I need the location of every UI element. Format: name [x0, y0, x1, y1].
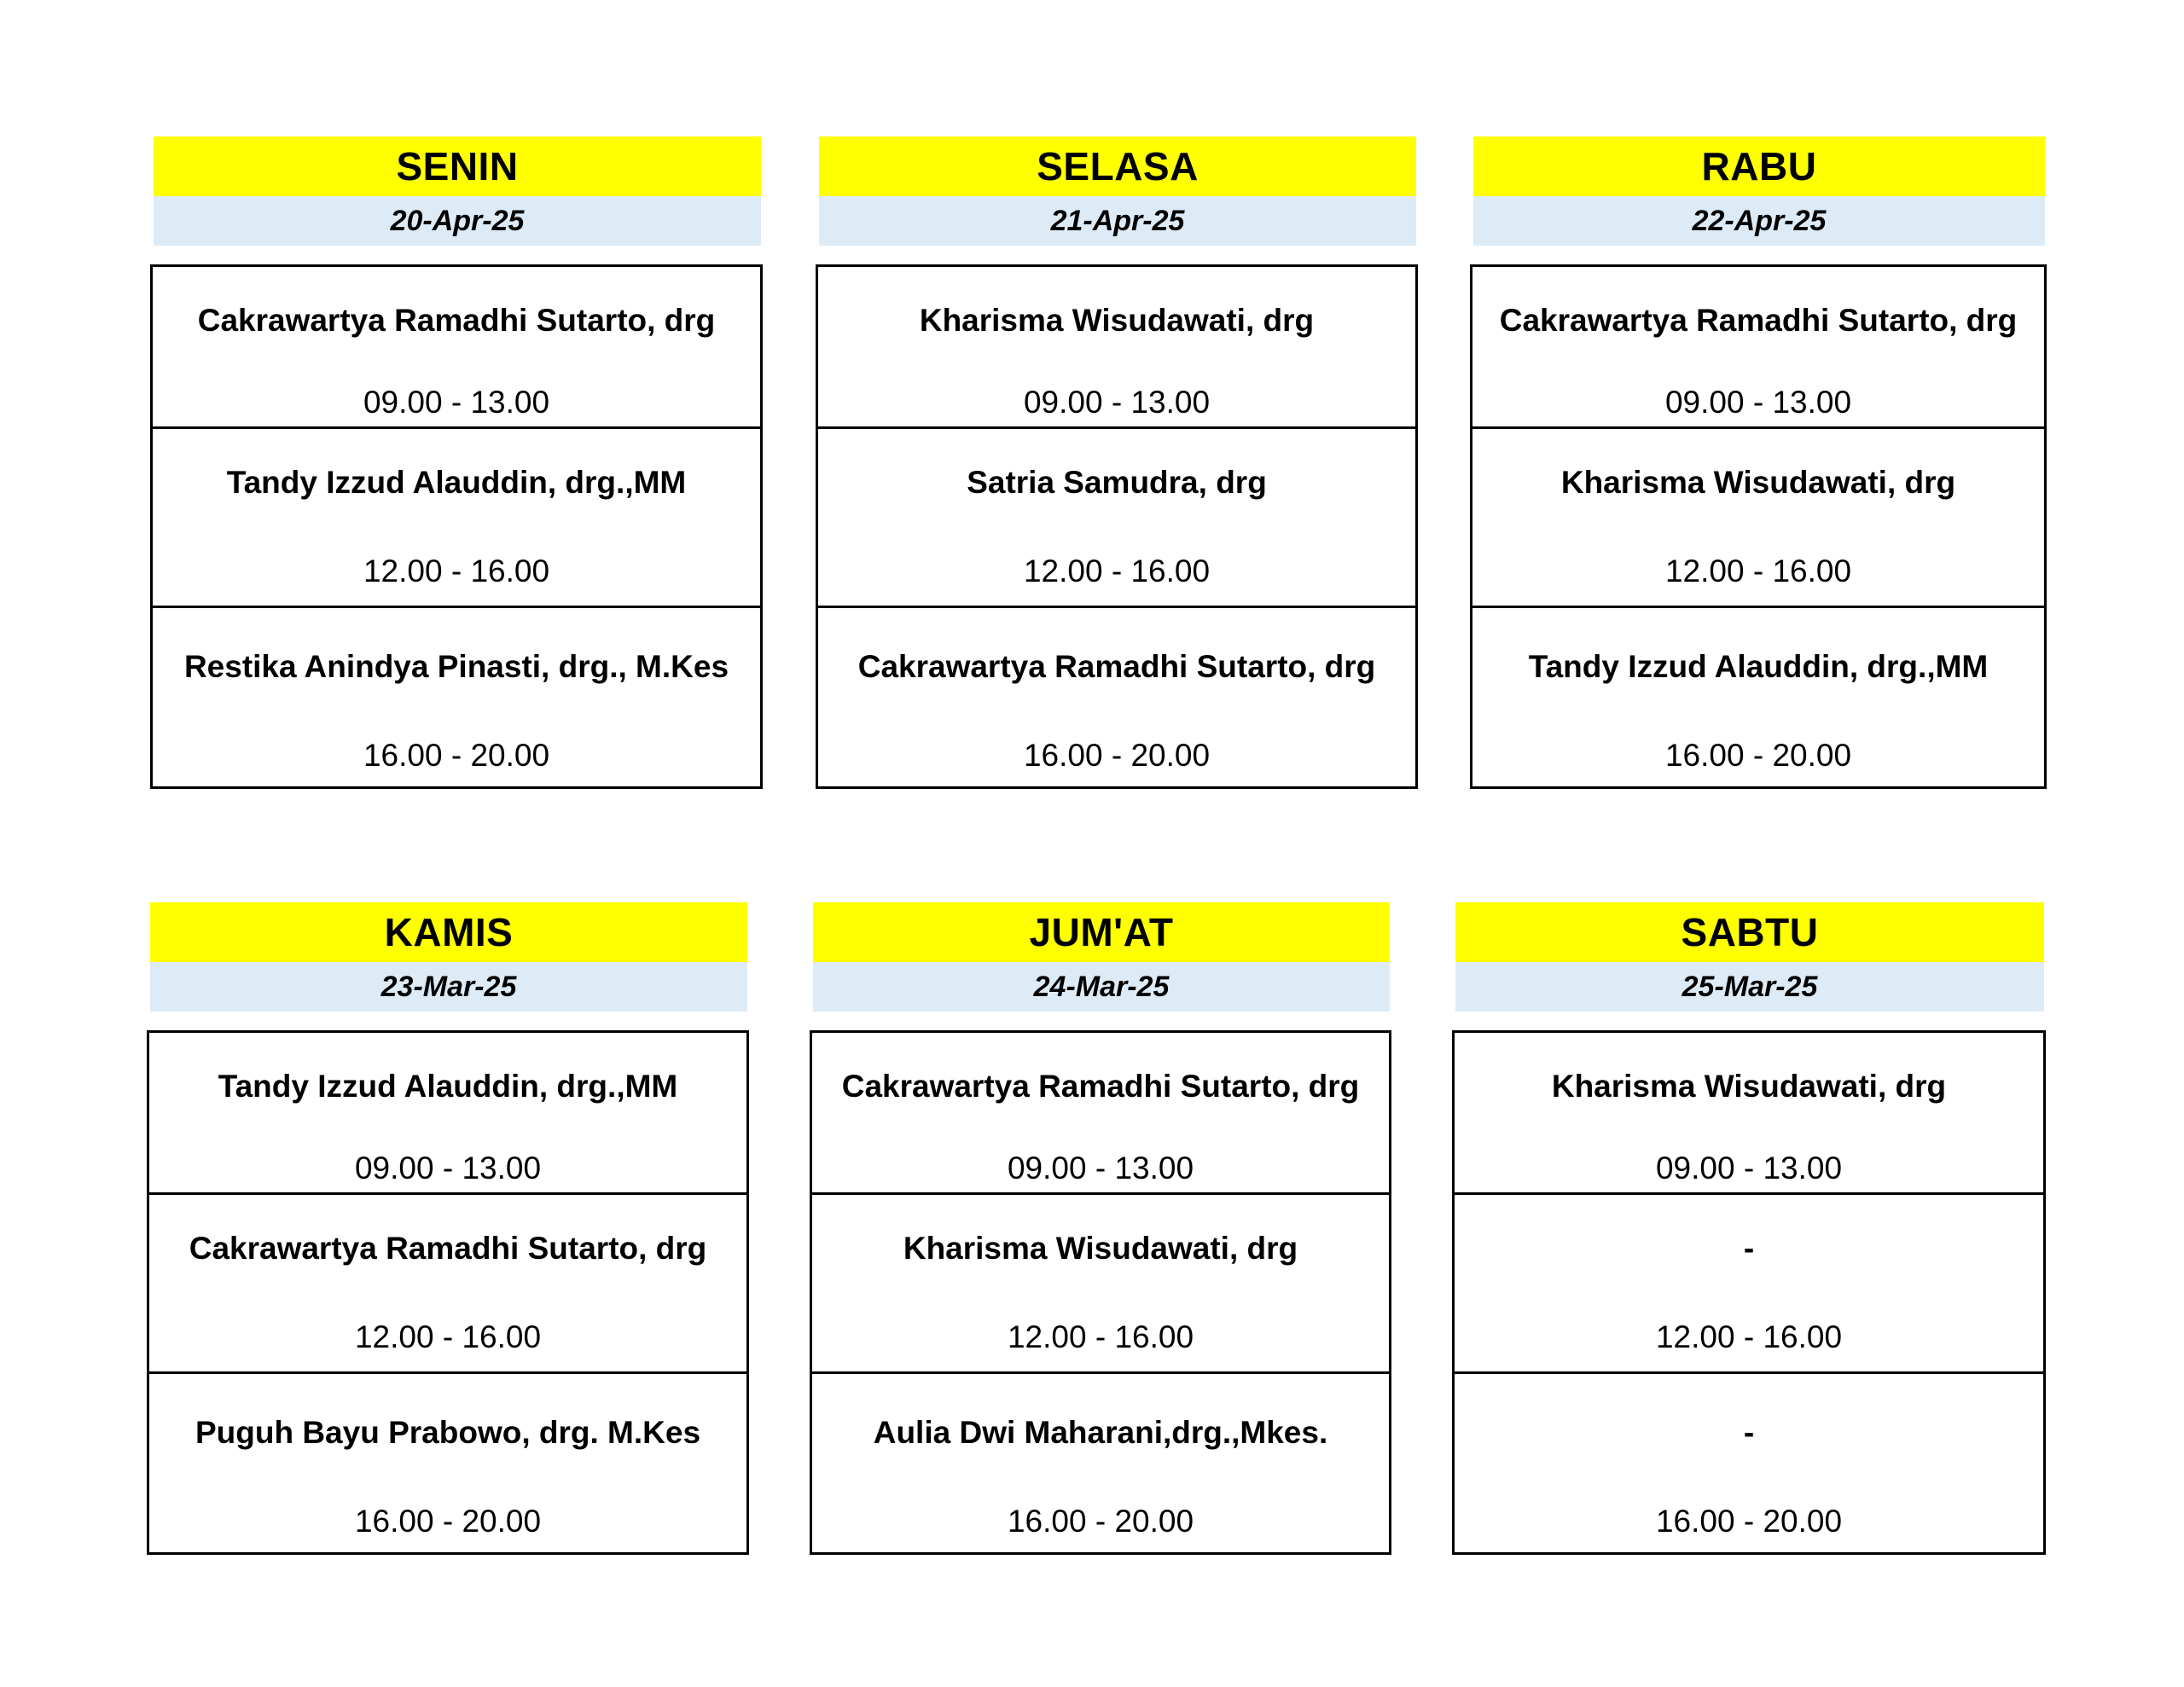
- shift-row-evening: [1472, 608, 2044, 786]
- shift-doctor: Cakrawartya Ramadhi Sutarto, drg: [841, 1069, 1360, 1104]
- day-header: SELASA: [819, 136, 1416, 196]
- day-block-selasa: [819, 136, 1416, 773]
- shift-time: 16.00 - 20.00: [363, 738, 550, 773]
- shift-doctor: Tandy Izzud Alauddin, drg.,MM: [218, 1069, 678, 1104]
- shift-row-afternoon: [1472, 429, 2044, 608]
- day-date: 20-Apr-25: [154, 196, 761, 246]
- shift-doctor: Tandy Izzud Alauddin, drg.,MM: [1528, 649, 1989, 684]
- shift-time: 12.00 - 16.00: [363, 554, 550, 588]
- shift-row-morning: [818, 267, 1415, 429]
- shift-table: [1470, 264, 2047, 789]
- shift-row-morning: [1455, 1033, 2043, 1195]
- shift-doctor: -: [1743, 1415, 1755, 1450]
- shift-row-evening: [818, 608, 1415, 786]
- shift-doctor: Puguh Bayu Prabowo, drg. M.Kes: [195, 1415, 701, 1450]
- day-block-jumat: [813, 902, 1390, 1539]
- shift-time: 09.00 - 13.00: [363, 385, 550, 420]
- shift-row-afternoon: [153, 429, 760, 608]
- day-date: 25-Mar-25: [1455, 962, 2044, 1012]
- shift-row-morning: [812, 1033, 1389, 1195]
- shift-time: 16.00 - 20.00: [1664, 738, 1852, 773]
- shift-doctor: -: [1743, 1231, 1755, 1266]
- shift-table: [150, 264, 763, 789]
- shift-table: [1452, 1030, 2046, 1555]
- shift-doctor: Cakrawartya Ramadhi Sutarto, drg: [857, 649, 1376, 684]
- shift-row-morning: [149, 1033, 746, 1195]
- shift-row-afternoon: [818, 429, 1415, 608]
- shift-time: 16.00 - 20.00: [354, 1504, 542, 1539]
- shift-row-afternoon: [1455, 1195, 2043, 1374]
- shift-row-afternoon: [812, 1195, 1389, 1374]
- day-date: 22-Apr-25: [1473, 196, 2045, 246]
- shift-table: [810, 1030, 1391, 1555]
- shift-doctor: Aulia Dwi Maharani,drg.,Mkes.: [873, 1415, 1328, 1450]
- shift-doctor: Kharisma Wisudawati, drg: [1560, 465, 1956, 500]
- shift-table: [147, 1030, 749, 1555]
- shift-doctor: Cakrawartya Ramadhi Sutarto, drg: [1499, 303, 2018, 338]
- day-block-kamis: [150, 902, 747, 1539]
- day-header: SENIN: [154, 136, 761, 196]
- day-date: 24-Mar-25: [813, 962, 1390, 1012]
- shift-doctor: Satria Samudra, drg: [967, 465, 1267, 500]
- shift-time: 12.00 - 16.00: [1664, 554, 1852, 588]
- shift-time: 12.00 - 16.00: [1023, 554, 1211, 588]
- day-date: 21-Apr-25: [819, 196, 1416, 246]
- day-header: JUM'AT: [813, 902, 1390, 962]
- shift-doctor: Cakrawartya Ramadhi Sutarto, drg: [197, 303, 716, 338]
- shift-time: 16.00 - 20.00: [1655, 1504, 1843, 1539]
- shift-doctor: Kharisma Wisudawati, drg: [903, 1231, 1298, 1266]
- shift-table: [816, 264, 1418, 789]
- shift-time: 12.00 - 16.00: [1007, 1319, 1194, 1354]
- day-block-sabtu: [1455, 902, 2044, 1539]
- shift-time: 12.00 - 16.00: [354, 1319, 542, 1354]
- shift-time: 16.00 - 20.00: [1023, 738, 1211, 773]
- day-block-senin: [154, 136, 761, 773]
- shift-time: 16.00 - 20.00: [1007, 1504, 1194, 1539]
- shift-doctor: Tandy Izzud Alauddin, drg.,MM: [226, 465, 687, 500]
- shift-time: 09.00 - 13.00: [1007, 1151, 1194, 1186]
- shift-row-evening: [149, 1374, 746, 1552]
- shift-time: 09.00 - 13.00: [1655, 1151, 1843, 1186]
- shift-doctor: Restika Anindya Pinasti, drg., M.Kes: [183, 649, 729, 684]
- day-header: RABU: [1473, 136, 2045, 196]
- shift-row-morning: [1472, 267, 2044, 429]
- day-block-rabu: [1473, 136, 2045, 773]
- shift-time: 09.00 - 13.00: [354, 1151, 542, 1186]
- shift-doctor: Kharisma Wisudawati, drg: [1551, 1069, 1947, 1104]
- shift-row-evening: [812, 1374, 1389, 1552]
- shift-time: 09.00 - 13.00: [1664, 385, 1852, 420]
- shift-row-evening: [1455, 1374, 2043, 1552]
- shift-time: 09.00 - 13.00: [1023, 385, 1211, 420]
- shift-doctor: Cakrawartya Ramadhi Sutarto, drg: [189, 1231, 707, 1266]
- shift-time: 12.00 - 16.00: [1655, 1319, 1843, 1354]
- shift-row-morning: [153, 267, 760, 429]
- day-date: 23-Mar-25: [150, 962, 747, 1012]
- shift-doctor: Kharisma Wisudawati, drg: [919, 303, 1315, 338]
- shift-row-evening: [153, 608, 760, 786]
- day-header: SABTU: [1455, 902, 2044, 962]
- shift-row-afternoon: [149, 1195, 746, 1374]
- day-header: KAMIS: [150, 902, 747, 962]
